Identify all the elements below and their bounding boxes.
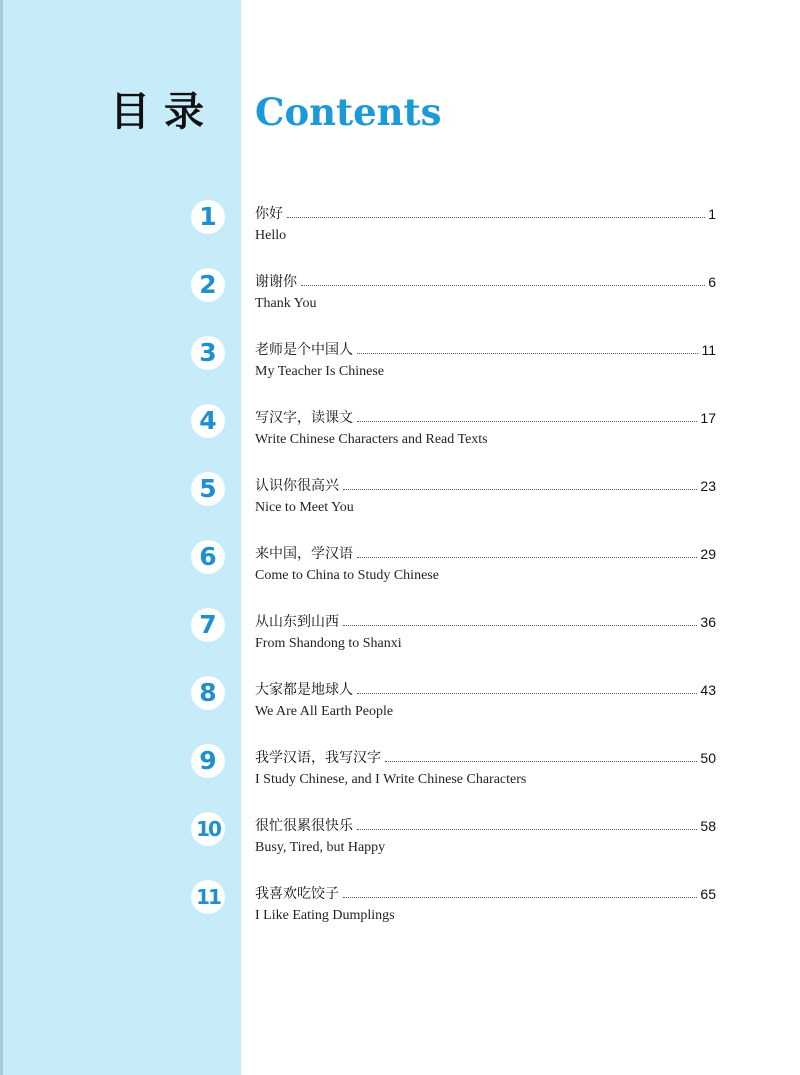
page-number[interactable]: 29 (700, 546, 716, 562)
lesson-number-badge (191, 540, 225, 574)
lesson-title-english[interactable]: From Shandong to Shanxi (255, 636, 402, 651)
page-number[interactable]: 65 (700, 886, 716, 902)
toc-entry[interactable] (0, 880, 800, 940)
chinese-title-row (255, 268, 716, 292)
lesson-title-english[interactable]: Thank You (255, 296, 317, 311)
page-number[interactable]: 43 (700, 682, 716, 698)
chinese-title-row (255, 200, 716, 224)
toc-entry[interactable] (0, 472, 800, 532)
lesson-title-english[interactable]: Nice to Meet You (255, 500, 354, 515)
chinese-title-row (255, 744, 716, 768)
dot-leader (385, 761, 697, 762)
lesson-number: 3 (199, 338, 217, 367)
lesson-number: 2 (199, 270, 217, 299)
dot-leader (357, 557, 697, 558)
chinese-title-row (255, 676, 716, 700)
lesson-title-chinese[interactable]: 你好 (255, 206, 283, 222)
lesson-title-chinese[interactable]: 老师是个中国人 (255, 342, 353, 358)
page-number[interactable]: 11 (701, 342, 716, 358)
lesson-title-chinese[interactable]: 我学汉语，我写汉字 (255, 750, 381, 766)
lesson-number: 7 (199, 610, 217, 639)
lesson-title-chinese[interactable]: 从山东到山西 (255, 614, 339, 630)
lesson-title-chinese[interactable]: 我喜欢吃饺子 (255, 886, 339, 902)
toc-entry[interactable] (0, 200, 800, 260)
lesson-number-badge (191, 744, 225, 778)
chinese-title-row (255, 472, 716, 496)
dot-leader (343, 625, 697, 626)
chinese-title-row (255, 812, 716, 836)
dot-leader (343, 897, 697, 898)
lesson-number-badge (191, 336, 225, 370)
chinese-title-row (255, 540, 716, 564)
chinese-title-row (255, 608, 716, 632)
toc-entry[interactable] (0, 744, 800, 804)
toc-entry[interactable] (0, 812, 800, 872)
lesson-number-badge (191, 676, 225, 710)
dot-leader (287, 217, 705, 218)
lesson-title-english[interactable]: We Are All Earth People (255, 704, 394, 719)
lesson-number: 11 (196, 885, 220, 909)
page-number[interactable]: 1 (708, 206, 716, 222)
dot-leader (357, 829, 697, 830)
lesson-title-english[interactable]: Busy, Tired, but Happy (255, 840, 386, 855)
lesson-title-english[interactable]: Hello (255, 228, 287, 243)
dot-leader (301, 285, 705, 286)
lesson-title-chinese[interactable]: 谢谢你 (255, 274, 297, 290)
lesson-number: 4 (199, 406, 217, 435)
dot-leader (357, 421, 697, 422)
lesson-number-badge (191, 472, 225, 506)
lesson-number-badge (191, 812, 225, 846)
lesson-number-badge (191, 880, 225, 914)
lesson-number-badge (191, 404, 225, 438)
lesson-number: 8 (199, 678, 217, 707)
lesson-number: 5 (199, 474, 217, 503)
toc-entry[interactable] (0, 336, 800, 396)
toc-entry[interactable] (0, 268, 800, 328)
lesson-title-english[interactable]: Write Chinese Characters and Read Texts (255, 432, 488, 447)
lesson-title-english[interactable]: My Teacher Is Chinese (255, 364, 385, 379)
page-number[interactable]: 36 (700, 614, 716, 630)
page-number[interactable]: 58 (700, 818, 716, 834)
lesson-number-badge (191, 268, 225, 302)
lesson-title-english[interactable]: Come to China to Study Chinese (255, 568, 439, 583)
toc-entry[interactable] (0, 608, 800, 668)
lesson-number-badge (191, 200, 225, 234)
toc-entry[interactable] (0, 676, 800, 736)
dot-leader (357, 693, 697, 694)
lesson-title-english[interactable]: I Study Chinese, and I Write Chinese Characters (255, 772, 527, 787)
lesson-number: 9 (199, 746, 217, 775)
lesson-title-chinese[interactable]: 写汉字，读课文 (255, 410, 353, 426)
chinese-title-row (255, 404, 716, 428)
dot-leader (343, 489, 697, 490)
lesson-title-english[interactable]: I Like Eating Dumplings (255, 908, 395, 923)
dot-leader (357, 353, 698, 354)
page-title-chinese: 目录 (110, 89, 218, 135)
lesson-title-chinese[interactable]: 大家都是地球人 (255, 682, 353, 698)
toc-entry[interactable] (0, 540, 800, 600)
page-number[interactable]: 50 (700, 750, 716, 766)
lesson-number: 10 (196, 817, 220, 841)
lesson-number-badge (191, 608, 225, 642)
chinese-title-row (255, 336, 716, 360)
lesson-number: 6 (199, 542, 217, 571)
page-number[interactable]: 6 (708, 274, 716, 290)
page-number[interactable]: 17 (700, 410, 716, 426)
page-title-english: Contents (255, 90, 442, 134)
lesson-number: 1 (199, 202, 217, 231)
lesson-title-chinese[interactable]: 很忙很累很快乐 (255, 818, 353, 834)
lesson-title-chinese[interactable]: 来中国，学汉语 (255, 546, 353, 562)
page-number[interactable]: 23 (700, 478, 716, 494)
lesson-title-chinese[interactable]: 认识你很高兴 (255, 478, 339, 494)
toc-entry[interactable] (0, 404, 800, 464)
chinese-title-row (255, 880, 716, 904)
